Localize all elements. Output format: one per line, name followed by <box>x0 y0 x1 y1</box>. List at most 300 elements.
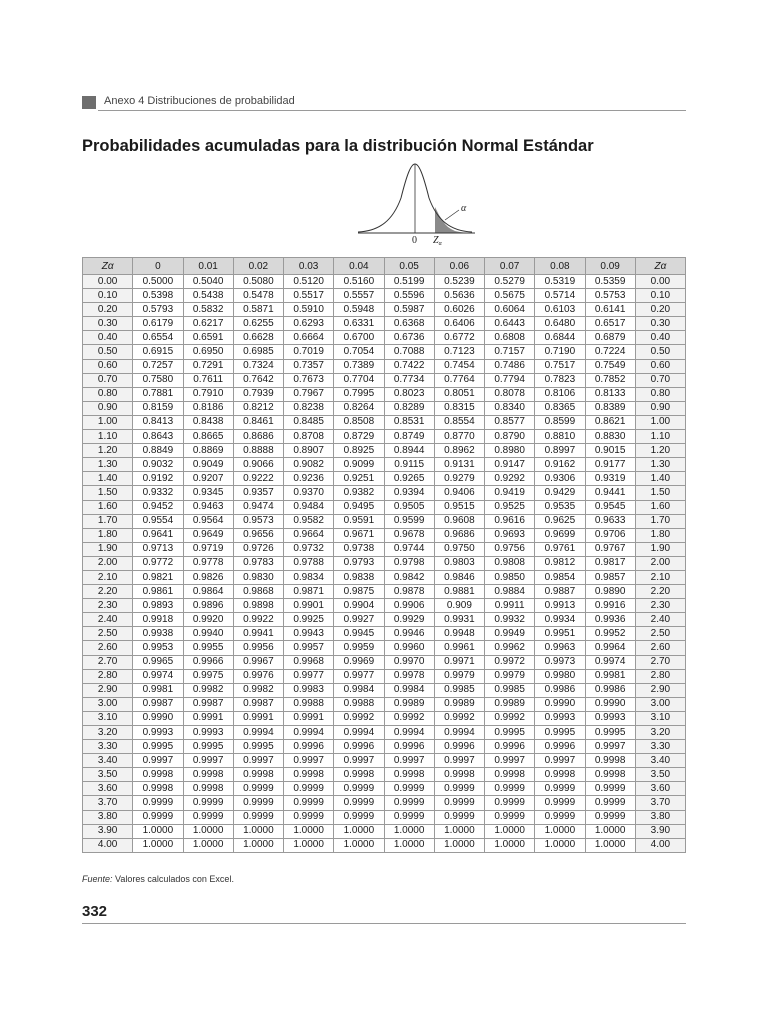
probability-cell: 0.9969 <box>334 655 384 669</box>
probability-cell: 0.5517 <box>284 289 334 303</box>
table-row <box>83 810 686 824</box>
probability-cell: 0.9983 <box>284 683 334 697</box>
probability-cell: 0.7517 <box>535 359 585 373</box>
probability-cell: 0.7291 <box>183 359 233 373</box>
probability-cell: 0.9671 <box>334 528 384 542</box>
z-value-cell: 2.20 <box>83 585 133 599</box>
z-value-cell: 0.20 <box>83 303 133 317</box>
z-value-cell: 0.30 <box>83 317 133 331</box>
probability-cell: 0.9871 <box>284 585 334 599</box>
probability-cell: 0.9573 <box>233 514 283 528</box>
probability-cell: 0.7910 <box>183 387 233 401</box>
probability-cell: 0.6985 <box>233 345 283 359</box>
probability-cell: 0.9971 <box>434 655 484 669</box>
probability-cell: 0.9744 <box>384 542 434 556</box>
probability-cell: 1.0000 <box>284 824 334 838</box>
z-value-cell-right: 2.00 <box>635 556 685 570</box>
probability-cell: 0.9898 <box>233 599 283 613</box>
table-row <box>83 556 686 570</box>
probability-cell: 0.8340 <box>485 401 535 415</box>
probability-cell: 0.9881 <box>434 585 484 599</box>
probability-cell: 0.6443 <box>485 317 535 331</box>
probability-cell: 0.9981 <box>585 669 635 683</box>
probability-cell: 0.9992 <box>384 711 434 725</box>
probability-cell: 1.0000 <box>334 824 384 838</box>
probability-cell: 0.7224 <box>585 345 635 359</box>
probability-cell: 0.7704 <box>334 373 384 387</box>
probability-cell: 0.6772 <box>434 331 484 345</box>
probability-cell: 0.8023 <box>384 387 434 401</box>
page-title: Probabilidades acumuladas para la distribución Normal Estándar <box>82 137 594 155</box>
z-value-cell-right: 0.90 <box>635 401 685 415</box>
probability-cell: 0.9985 <box>434 683 484 697</box>
probability-cell: 0.9788 <box>284 556 334 570</box>
probability-cell: 0.9999 <box>334 810 384 824</box>
running-header <box>82 95 686 111</box>
table-row <box>83 740 686 754</box>
page-number: 332 <box>82 903 108 920</box>
probability-cell: 0.9998 <box>585 754 635 768</box>
probability-cell: 0.8869 <box>183 444 233 458</box>
probability-cell: 0.8925 <box>334 444 384 458</box>
probability-cell: 0.9890 <box>585 585 635 599</box>
probability-cell: 0.9319 <box>585 472 635 486</box>
probability-cell: 0.9999 <box>233 810 283 824</box>
header-marker <box>82 96 96 109</box>
probability-cell: 0.9961 <box>434 641 484 655</box>
probability-cell: 0.9162 <box>535 458 585 472</box>
z-value-cell: 3.00 <box>83 697 133 711</box>
table-row <box>83 331 686 345</box>
probability-cell: 0.5359 <box>585 275 635 289</box>
probability-cell: 0.6628 <box>233 331 283 345</box>
z-value-cell-right: 1.60 <box>635 500 685 514</box>
probability-cell: 0.5160 <box>334 275 384 289</box>
column-header: 0.08 <box>535 258 585 275</box>
probability-cell: 0.9419 <box>485 486 535 500</box>
z-value-cell: 3.70 <box>83 796 133 810</box>
table-row <box>83 444 686 458</box>
probability-cell: 1.0000 <box>485 824 535 838</box>
probability-cell: 0.9582 <box>284 514 334 528</box>
probability-cell: 0.9265 <box>384 472 434 486</box>
z-value-cell: 2.40 <box>83 613 133 627</box>
probability-cell: 0.909 <box>434 599 484 613</box>
probability-cell: 0.9904 <box>334 599 384 613</box>
probability-cell: 0.9995 <box>585 726 635 740</box>
probability-cell: 0.5557 <box>334 289 384 303</box>
probability-cell: 0.6844 <box>535 331 585 345</box>
probability-cell: 0.9999 <box>535 810 585 824</box>
table-row <box>83 726 686 740</box>
table-row <box>83 415 686 429</box>
probability-cell: 1.0000 <box>233 838 283 852</box>
z-subscript: α <box>438 241 442 247</box>
table-row <box>83 289 686 303</box>
probability-cell: 0.9887 <box>535 585 585 599</box>
probability-cell: 0.5753 <box>585 289 635 303</box>
probability-cell: 0.9066 <box>233 458 283 472</box>
probability-cell: 0.9992 <box>334 711 384 725</box>
probability-cell: 0.9306 <box>535 472 585 486</box>
probability-cell: 0.9987 <box>183 697 233 711</box>
probability-cell: 0.9131 <box>434 458 484 472</box>
z-value-cell: 4.00 <box>83 838 133 852</box>
probability-cell: 0.5080 <box>233 275 283 289</box>
table-row <box>83 627 686 641</box>
probability-cell: 0.9177 <box>585 458 635 472</box>
probability-cell: 0.9999 <box>485 782 535 796</box>
table-row <box>83 528 686 542</box>
table-row <box>83 599 686 613</box>
probability-cell: 0.9893 <box>133 599 183 613</box>
probability-cell: 0.6331 <box>334 317 384 331</box>
probability-cell: 0.9332 <box>133 486 183 500</box>
probability-cell: 1.0000 <box>133 838 183 852</box>
probability-cell: 0.9236 <box>284 472 334 486</box>
probability-cell: 0.9987 <box>133 697 183 711</box>
probability-cell: 0.9834 <box>284 570 334 584</box>
probability-cell: 0.6700 <box>334 331 384 345</box>
probability-cell: 0.9678 <box>384 528 434 542</box>
table-row <box>83 570 686 584</box>
z-value-cell: 3.80 <box>83 810 133 824</box>
table-row <box>83 613 686 627</box>
probability-cell: 0.6879 <box>585 331 635 345</box>
z-value-cell: 1.80 <box>83 528 133 542</box>
probability-cell: 0.8554 <box>434 415 484 429</box>
probability-cell: 0.5279 <box>485 275 535 289</box>
probability-cell: 0.5319 <box>535 275 585 289</box>
column-header: 0.06 <box>434 258 484 275</box>
probability-cell: 0.9999 <box>585 810 635 824</box>
probability-cell: 0.8830 <box>585 430 635 444</box>
table-row <box>83 401 686 415</box>
probability-cell: 0.9370 <box>284 486 334 500</box>
probability-cell: 0.7794 <box>485 373 535 387</box>
alpha-label: α <box>461 203 467 214</box>
probability-cell: 0.7580 <box>133 373 183 387</box>
z-value-cell: 3.60 <box>83 782 133 796</box>
probability-cell: 0.9997 <box>485 754 535 768</box>
probability-cell: 0.6517 <box>585 317 635 331</box>
probability-cell: 0.9995 <box>133 740 183 754</box>
z-value-cell-right: 2.50 <box>635 627 685 641</box>
probability-cell: 0.9998 <box>133 768 183 782</box>
probability-cell: 0.9995 <box>485 726 535 740</box>
probability-cell: 0.8264 <box>334 401 384 415</box>
probability-cell: 0.9927 <box>334 613 384 627</box>
probability-cell: 0.9913 <box>535 599 585 613</box>
probability-cell: 0.9979 <box>434 669 484 683</box>
probability-cell: 0.9808 <box>485 556 535 570</box>
probability-cell: 0.5636 <box>434 289 484 303</box>
z-value-cell-right: 0.10 <box>635 289 685 303</box>
probability-cell: 0.9664 <box>284 528 334 542</box>
probability-cell: 0.9901 <box>284 599 334 613</box>
z-value-cell-right: 0.70 <box>635 373 685 387</box>
probability-cell: 0.9798 <box>384 556 434 570</box>
probability-cell: 0.9999 <box>334 796 384 810</box>
probability-cell: 0.9989 <box>485 697 535 711</box>
probability-cell: 0.8621 <box>585 415 635 429</box>
z-value-cell-right: 2.80 <box>635 669 685 683</box>
probability-cell: 0.9649 <box>183 528 233 542</box>
probability-cell: 0.9861 <box>133 585 183 599</box>
probability-cell: 0.9996 <box>535 740 585 754</box>
probability-cell: 0.9994 <box>284 726 334 740</box>
probability-cell: 0.7734 <box>384 373 434 387</box>
probability-cell: 0.8665 <box>183 430 233 444</box>
probability-cell: 0.9864 <box>183 585 233 599</box>
probability-cell: 0.9875 <box>334 585 384 599</box>
probability-cell: 0.9699 <box>535 528 585 542</box>
probability-cell: 0.6406 <box>434 317 484 331</box>
probability-cell: 0.5675 <box>485 289 535 303</box>
z-value-cell-right: 3.10 <box>635 711 685 725</box>
probability-cell: 0.8888 <box>233 444 283 458</box>
table-row <box>83 486 686 500</box>
probability-cell: 0.9846 <box>434 570 484 584</box>
probability-cell: 0.8106 <box>535 387 585 401</box>
z-value-cell: 1.70 <box>83 514 133 528</box>
probability-cell: 0.9998 <box>133 782 183 796</box>
z-value-cell: 3.90 <box>83 824 133 838</box>
z-value-cell: 3.50 <box>83 768 133 782</box>
probability-cell: 0.7054 <box>334 345 384 359</box>
z-value-cell-right: 3.50 <box>635 768 685 782</box>
probability-cell: 0.9993 <box>133 726 183 740</box>
probability-cell: 0.9994 <box>334 726 384 740</box>
table-row <box>83 317 686 331</box>
probability-cell: 0.9980 <box>535 669 585 683</box>
probability-cell: 0.9952 <box>585 627 635 641</box>
probability-cell: 1.0000 <box>334 838 384 852</box>
probability-cell: 0.7549 <box>585 359 635 373</box>
z-value-cell: 0.60 <box>83 359 133 373</box>
z-value-cell-right: 2.30 <box>635 599 685 613</box>
probability-cell: 0.9997 <box>284 754 334 768</box>
probability-cell: 0.9793 <box>334 556 384 570</box>
probability-cell: 0.9998 <box>233 768 283 782</box>
probability-cell: 0.8413 <box>133 415 183 429</box>
probability-cell: 0.9049 <box>183 458 233 472</box>
z-column-header: Zα <box>83 258 133 275</box>
probability-cell: 0.9279 <box>434 472 484 486</box>
probability-cell: 0.5948 <box>334 303 384 317</box>
z-value-cell: 2.10 <box>83 570 133 584</box>
probability-cell: 0.9625 <box>535 514 585 528</box>
z-value-cell: 1.20 <box>83 444 133 458</box>
probability-cell: 0.9992 <box>434 711 484 725</box>
table-row <box>83 669 686 683</box>
alpha-pointer <box>445 210 459 220</box>
z-value-cell: 0.40 <box>83 331 133 345</box>
probability-cell: 0.6368 <box>384 317 434 331</box>
probability-cell: 0.9998 <box>183 768 233 782</box>
probability-cell: 0.9998 <box>334 768 384 782</box>
z-value-cell: 1.60 <box>83 500 133 514</box>
probability-cell: 0.9997 <box>384 754 434 768</box>
probability-cell: 0.9656 <box>233 528 283 542</box>
z-value-cell-right: 2.70 <box>635 655 685 669</box>
probability-cell: 0.8051 <box>434 387 484 401</box>
z-value-cell: 0.70 <box>83 373 133 387</box>
probability-cell: 0.8577 <box>485 415 535 429</box>
probability-cell: 0.9965 <box>133 655 183 669</box>
probability-cell: 0.9945 <box>334 627 384 641</box>
probability-cell: 0.9812 <box>535 556 585 570</box>
probability-cell: 0.9982 <box>183 683 233 697</box>
probability-cell: 0.9251 <box>334 472 384 486</box>
probability-cell: 0.9997 <box>133 754 183 768</box>
z-value-cell-right: 2.40 <box>635 613 685 627</box>
probability-cell: 0.7995 <box>334 387 384 401</box>
probability-cell: 0.7257 <box>133 359 183 373</box>
probability-cell: 1.0000 <box>384 824 434 838</box>
probability-cell: 0.9974 <box>133 669 183 683</box>
z-value-cell: 1.90 <box>83 542 133 556</box>
probability-cell: 0.8944 <box>384 444 434 458</box>
table-row <box>83 303 686 317</box>
column-header: 0.05 <box>384 258 434 275</box>
z-value-cell: 2.90 <box>83 683 133 697</box>
probability-cell: 0.9986 <box>535 683 585 697</box>
probability-cell: 0.8159 <box>133 401 183 415</box>
probability-cell: 0.9970 <box>384 655 434 669</box>
probability-cell: 0.8790 <box>485 430 535 444</box>
probability-cell: 0.9985 <box>485 683 535 697</box>
probability-cell: 0.8997 <box>535 444 585 458</box>
probability-cell: 0.9964 <box>585 641 635 655</box>
probability-cell: 0.7123 <box>434 345 484 359</box>
probability-cell: 0.9999 <box>384 796 434 810</box>
probability-cell: 0.9115 <box>384 458 434 472</box>
probability-cell: 0.9997 <box>585 740 635 754</box>
z-value-cell-right: 2.20 <box>635 585 685 599</box>
probability-cell: 0.9515 <box>434 500 484 514</box>
column-header: 0 <box>133 258 183 275</box>
z-value-cell-right: 3.80 <box>635 810 685 824</box>
z-value-cell-right: 3.30 <box>635 740 685 754</box>
probability-cell: 0.9535 <box>535 500 585 514</box>
probability-cell: 0.9988 <box>334 697 384 711</box>
probability-cell: 0.7088 <box>384 345 434 359</box>
probability-cell: 0.8708 <box>284 430 334 444</box>
table-row <box>83 754 686 768</box>
probability-cell: 0.9986 <box>585 683 635 697</box>
probability-cell: 0.9967 <box>233 655 283 669</box>
probability-cell: 0.9938 <box>133 627 183 641</box>
probability-cell: 0.9222 <box>233 472 283 486</box>
probability-cell: 0.9015 <box>585 444 635 458</box>
z-table <box>82 257 686 853</box>
probability-cell: 0.9916 <box>585 599 635 613</box>
z-label: Z <box>433 235 439 246</box>
probability-cell: 0.9991 <box>183 711 233 725</box>
probability-cell: 0.9032 <box>133 458 183 472</box>
probability-cell: 0.8289 <box>384 401 434 415</box>
probability-cell: 0.9463 <box>183 500 233 514</box>
probability-cell: 1.0000 <box>133 824 183 838</box>
probability-cell: 0.9999 <box>434 796 484 810</box>
probability-cell: 0.9999 <box>133 810 183 824</box>
probability-cell: 0.9991 <box>284 711 334 725</box>
probability-cell: 0.6808 <box>485 331 535 345</box>
z-value-cell-right: 3.90 <box>635 824 685 838</box>
probability-cell: 0.6736 <box>384 331 434 345</box>
probability-cell: 0.9931 <box>434 613 484 627</box>
probability-cell: 0.9441 <box>585 486 635 500</box>
probability-cell: 0.9995 <box>183 740 233 754</box>
probability-cell: 0.9988 <box>284 697 334 711</box>
probability-cell: 0.9999 <box>334 782 384 796</box>
probability-cell: 0.9946 <box>384 627 434 641</box>
probability-cell: 0.6664 <box>284 331 334 345</box>
probability-cell: 0.9999 <box>133 796 183 810</box>
z-value-cell-right: 1.20 <box>635 444 685 458</box>
probability-cell: 0.9989 <box>384 697 434 711</box>
column-header: 0.09 <box>585 258 635 275</box>
probability-cell: 0.9993 <box>535 711 585 725</box>
probability-cell: 0.9633 <box>585 514 635 528</box>
probability-cell: 0.9608 <box>434 514 484 528</box>
probability-cell: 1.0000 <box>233 824 283 838</box>
probability-cell: 0.9984 <box>334 683 384 697</box>
probability-cell: 0.9953 <box>133 641 183 655</box>
probability-cell: 0.8485 <box>284 415 334 429</box>
probability-cell: 0.9830 <box>233 570 283 584</box>
probability-cell: 0.9979 <box>485 669 535 683</box>
probability-cell: 0.7422 <box>384 359 434 373</box>
probability-cell: 0.9963 <box>535 641 585 655</box>
probability-cell: 0.9838 <box>334 570 384 584</box>
probability-cell: 0.9972 <box>485 655 535 669</box>
probability-cell: 1.0000 <box>384 838 434 852</box>
probability-cell: 0.6915 <box>133 345 183 359</box>
z-value-cell-right: 2.60 <box>635 641 685 655</box>
probability-cell: 0.9817 <box>585 556 635 570</box>
probability-cell: 0.9996 <box>284 740 334 754</box>
probability-cell: 0.7881 <box>133 387 183 401</box>
probability-cell: 0.7642 <box>233 373 283 387</box>
probability-cell: 0.6217 <box>183 317 233 331</box>
z-table-header-row <box>83 258 686 275</box>
probability-cell: 0.9854 <box>535 570 585 584</box>
z-value-cell: 3.40 <box>83 754 133 768</box>
probability-cell: 0.9783 <box>233 556 283 570</box>
probability-cell: 0.9999 <box>434 810 484 824</box>
table-row <box>83 514 686 528</box>
table-row <box>83 373 686 387</box>
probability-cell: 0.9925 <box>284 613 334 627</box>
probability-cell: 0.9968 <box>284 655 334 669</box>
probability-cell: 0.9082 <box>284 458 334 472</box>
probability-cell: 0.7967 <box>284 387 334 401</box>
probability-cell: 0.9495 <box>334 500 384 514</box>
probability-cell: 0.7019 <box>284 345 334 359</box>
probability-cell: 0.9941 <box>233 627 283 641</box>
probability-cell: 0.9936 <box>585 613 635 627</box>
probability-cell: 0.9803 <box>434 556 484 570</box>
probability-cell: 0.6293 <box>284 317 334 331</box>
probability-cell: 0.9999 <box>585 782 635 796</box>
probability-cell: 0.9999 <box>284 782 334 796</box>
table-row <box>83 275 686 289</box>
z-value-cell-right: 3.60 <box>635 782 685 796</box>
probability-cell: 0.9951 <box>535 627 585 641</box>
z-value-cell-right: 0.40 <box>635 331 685 345</box>
